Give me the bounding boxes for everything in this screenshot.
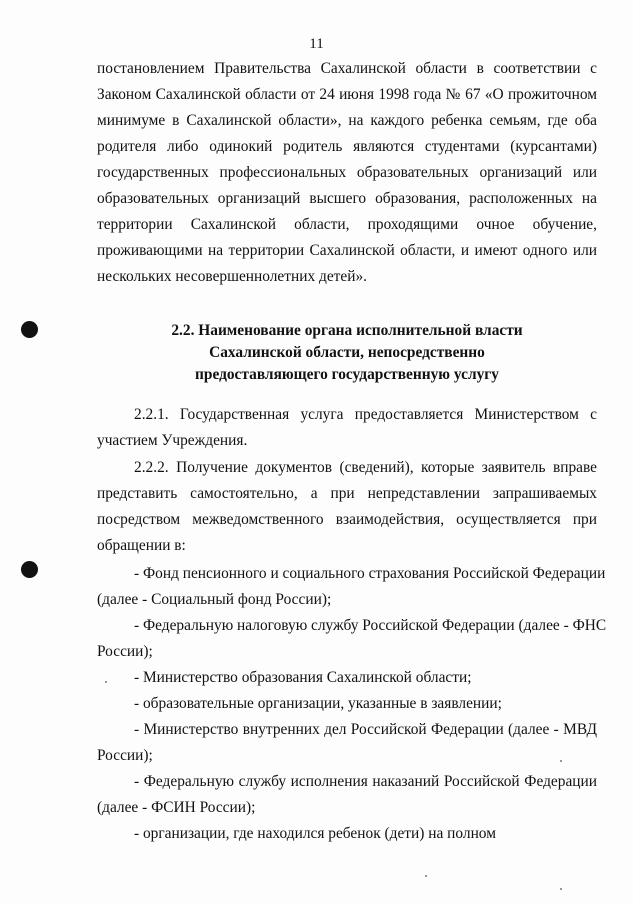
- heading-line: Сахалинской области, непосредственно: [209, 344, 485, 361]
- text-line: государственных профессиональных образовательных организаций или: [97, 164, 597, 181]
- paragraph-continuation: [97, 56, 597, 290]
- text-line: участием Учреждения.: [97, 432, 248, 449]
- scan-speck: [560, 888, 562, 890]
- scan-speck: [560, 760, 562, 762]
- list-item-line: - организации, где находился ребенок (дети) на полном: [134, 825, 496, 842]
- list-item-line: России);: [97, 747, 153, 764]
- heading-line: 2.2. Наименование органа исполнительной власти: [171, 322, 523, 339]
- text-line: Законом Сахалинской области от 24 июня 1998 года № 67 «О прожиточном: [97, 86, 597, 103]
- list-item-line: (далее - ФСИН России);: [97, 799, 256, 816]
- list-item-line: - Федеральную службу исполнения наказаний Российской Федерации: [134, 773, 597, 790]
- section-heading: [97, 320, 597, 386]
- list-item-line: России);: [97, 643, 153, 660]
- text-line: 2.2.2. Получение документов (сведений), которые заявитель вправе: [134, 459, 597, 476]
- scan-speck: [105, 681, 107, 683]
- list-item-line: (далее - Социальный фонд России);: [97, 591, 332, 608]
- punch-hole-mark: [21, 561, 38, 578]
- text-line: нескольких несовершеннолетних детей».: [97, 268, 368, 285]
- list-items: [97, 561, 607, 847]
- heading-line: предоставляющего государственную услугу: [195, 366, 499, 383]
- scan-speck: [425, 875, 427, 877]
- paragraph-2-2-1: [97, 402, 597, 454]
- text-line: представить самостоятельно, а при непредставлении запрашиваемых: [97, 485, 597, 502]
- paragraph-2-2-2: [97, 455, 597, 559]
- list-item-line: - Министерство внутренних дел Российской Федерации (далее - МВД: [134, 721, 597, 738]
- list-item-line: - Федеральную налоговую службу Российской Федерации (далее - ФНС: [134, 617, 607, 634]
- text-line: проживающими на территории Сахалинской области, и имеют одного или: [97, 242, 597, 259]
- text-line: 2.2.1. Государственная услуга предоставляется Министерством с: [134, 406, 597, 423]
- list-item-line: - Министерство образования Сахалинской области;: [134, 669, 472, 686]
- page-number: 11: [309, 36, 324, 52]
- text-line: образовательных организаций высшего образования, расположенных на: [97, 190, 597, 207]
- text-line: территории Сахалинской области, проходящими очное обучение,: [97, 216, 597, 233]
- list-item-line: - Фонд пенсионного и социального страхования Российской Федерации: [134, 565, 606, 582]
- text-line: постановлением Правительства Сахалинской области в соответствии с: [97, 60, 597, 77]
- text-line: минимуме в Сахалинской области», на каждого ребенка семьям, где оба: [97, 112, 597, 129]
- text-line: обращении в:: [97, 537, 186, 554]
- text-line: посредством межведомственного взаимодействия, осуществляется при: [97, 511, 597, 528]
- list-item-line: - образовательные организации, указанные в заявлении;: [134, 695, 502, 712]
- punch-hole-mark: [21, 321, 38, 338]
- text-line: родителя либо одинокий родитель являются студентами (курсантами): [97, 138, 597, 155]
